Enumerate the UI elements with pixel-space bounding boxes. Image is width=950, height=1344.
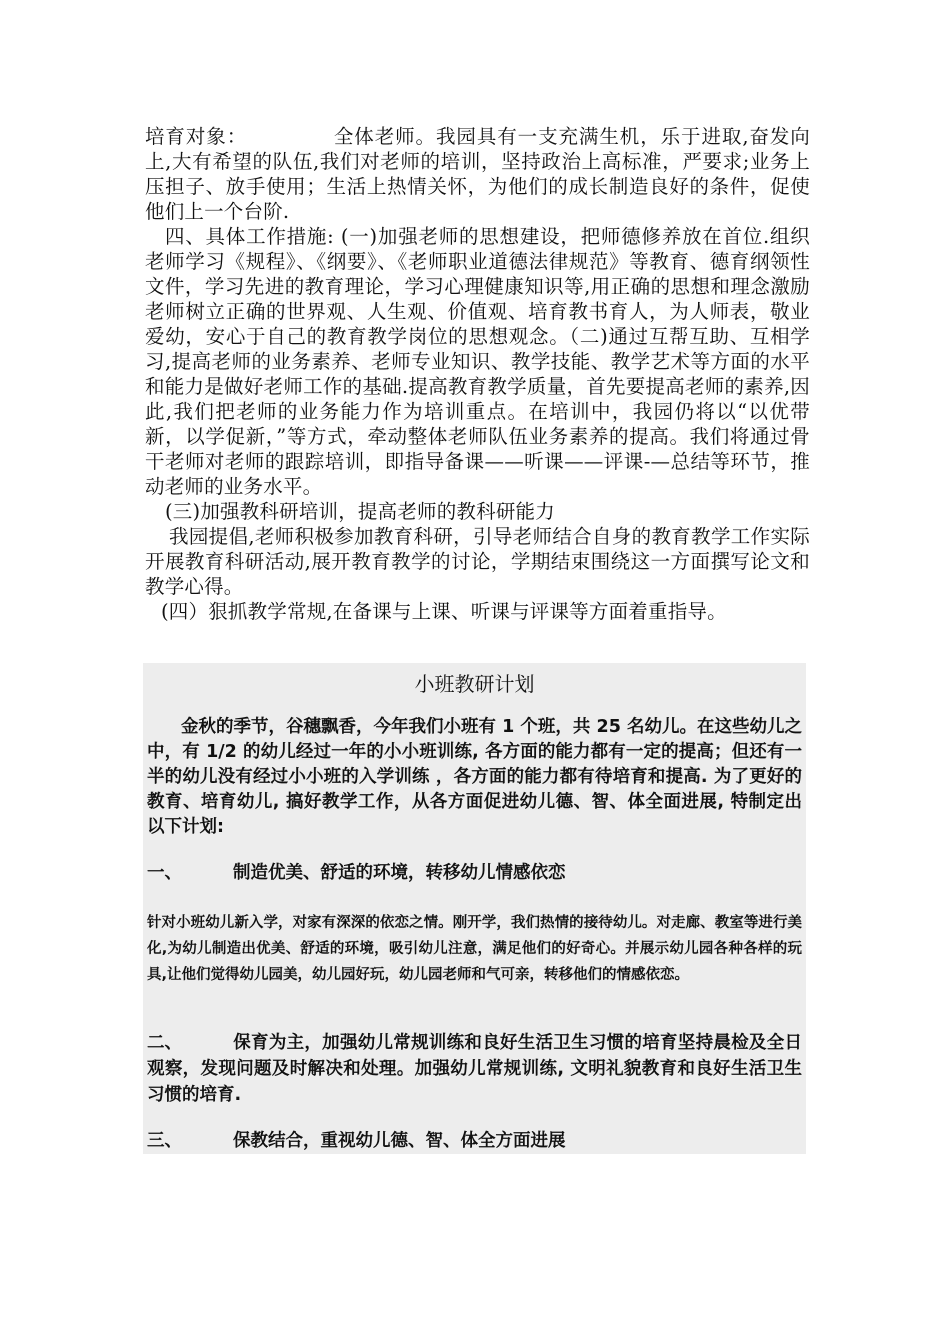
section-two	[147, 1030, 802, 1108]
section-one-title: 制造优美、舒适的环境，转移幼儿情感依恋	[233, 863, 566, 883]
section-three-heading	[147, 1129, 802, 1154]
training-target-label: 培育对象：	[145, 125, 248, 148]
section-one-body: 针对小班幼儿新入学，对家有深深的依恋之情。刚开学，我们热情的接待幼儿。对走廊、教室等进行美化,为幼儿制造出优美、舒适的环境，吸引幼儿注意，满足他们的好奇心。并展示幼儿园各种各样的玩具,让他们觉得幼儿园美，幼儿园好玩，幼儿园老师和气可亲，转移他们的情感依恋。	[147, 915, 802, 983]
paragraph-training-target	[145, 124, 810, 224]
plan-intro: 金秋的季节，谷穗飘香，今年我们小班有 1 个班，共 25 名幼儿。在这些幼儿之中，有 1/2 的幼儿经过一年的小小班训练, 各方面的能力都有一定的提高；但还有一半的幼儿没有经过小小班的入学训练 ，各方面的能力都有待培育和提高. 为了更好的教育、培育幼儿, 搞好教学工作，从各方面促进幼儿德、智、体全面进展, 特制定出以下计划:	[147, 717, 802, 837]
small-class-plan-box	[143, 663, 806, 1154]
paragraph-work-measures: 四、具体工作措施: (一)加强老师的思想建设，把师德修养放在首位.组织老师学习《规程》、《纲要》、《老师职业道德法律规范》等教育、德育纲领性文件，学习先进的教育理论，学习心理健康知识等,用正确的思想和理念激励老师树立正确的世界观、人生观、价值观、培育教书育人，为人师表，敬业爱幼，安心于自己的教育教学岗位的思想观念。（二)通过互帮互助、互相学习,提高老师的业务素养、老师专业知识、教学技能、教学艺术等方面的水平和能力是做好老师工作的基础.提高教育教学质量，首先要提高老师的素养,因此,我们把老师的业务能力作为培训重点。在培训中，我园仍将以“以优带新，以学促新，”等方式，牵动整体老师队伍业务素养的提高。我们将通过骨干老师对老师的跟踪培训，即指导备课——听课——评课-—总结等环节，推动老师的业务水平。	[145, 225, 810, 498]
section-two-number: 二、	[147, 1033, 182, 1053]
paragraph-research-heading: (三)加强教科研培训，提高老师的教科研能力	[165, 500, 555, 523]
training-target-text: 全体老师。我园具有一支充满生机，乐于进取,奋发向上,大有希望的队伍,我们对老师的培训，坚持政治上高标准，严要求;业务上压担子、放手使用；生活上热情关怀，为他们的成长制造良好的条件，促使他们上一个台阶.	[145, 125, 810, 223]
section-three-title: 保教结合，重视幼儿德、智、体全方面进展	[233, 1131, 566, 1151]
section-one-heading	[147, 861, 802, 886]
plan-title: 小班教研计划	[414, 672, 535, 696]
paragraph-research-body: 我园提倡,老师积极参加教育科研，引导老师结合自身的教育教学工作实际开展教育科研活动,展开教育教学的讨论，学期结束围绕这一方面撰写论文和教学心得。	[145, 525, 810, 598]
training-plan-section	[145, 124, 810, 624]
section-one-number: 一、	[147, 863, 182, 883]
section-two-body: 保育为主，加强幼儿常规训练和良好生活卫生习惯的培育坚持晨检及全日观察，发现问题及时解决和处理。加强幼儿常规训练, 文明礼貌教育和良好生活卫生习惯的培育.	[147, 1033, 802, 1105]
paragraph-teaching-routine: (四）狠抓教学常规,在备课与上课、听课与评课等方面着重指导。	[161, 600, 727, 623]
section-three-number: 三、	[147, 1131, 182, 1151]
